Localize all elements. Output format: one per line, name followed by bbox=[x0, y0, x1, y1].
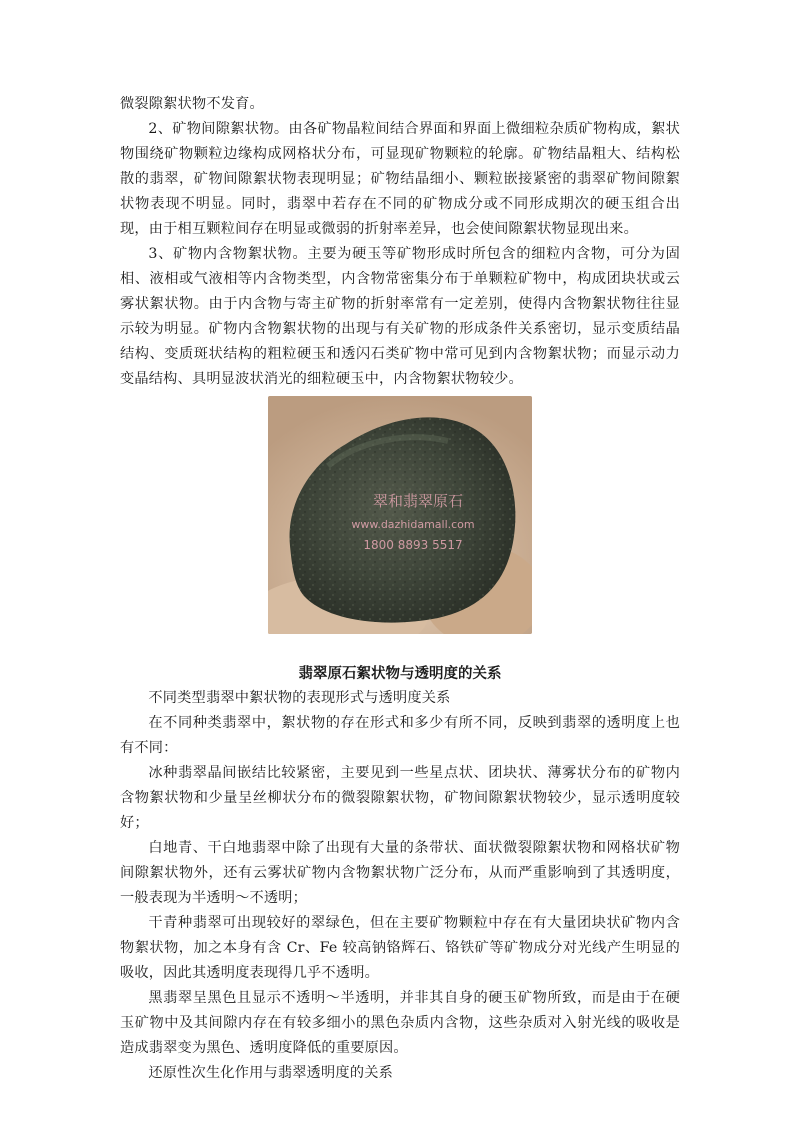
section-heading: 不同类型翡翠中絮状物的表现形式与透明度关系 bbox=[148, 690, 451, 706]
figure-caption: 翡翠原石絮状物与透明度的关系 bbox=[298, 666, 502, 682]
jade-boulder-image bbox=[268, 396, 532, 634]
paragraph-inclusion-flocs: 3、矿物内含物絮状物。主要为硬玉等矿物形成时所包含的细粒内含物，可分为固相、液相或气液相等内含物类型，内含物常密集分布于单颗粒矿物中，构成团块状或云雾状絮状物。由于内含物与寄主矿物的折射率常有一定差别，使得内含物絮状物往往显示较为明显。矿物内含物絮状物的出现与有关矿物的形成条件关系密切，显示变质结晶结构、变质斑状结构的粗粒硬玉和透闪石类矿物中常可见到内含物絮状物；而显示动力变晶结构、具明显波状消光的细粒硬玉中，内含物絮状物较少。 bbox=[120, 246, 680, 387]
paragraph-continuation: 微裂隙絮状物不发育。 bbox=[120, 96, 264, 112]
body-text-bottom bbox=[120, 686, 680, 1086]
paragraph-dry-green: 干青种翡翠可出现较好的翠绿色，但在主要矿物颗粒中存在有大量团块状矿物内含物絮状物，加之本身有含 Cr、Fe 较高钠铬辉石、铬铁矿等矿物成分对光线产生明显的吸收，因此其透明度表现得几乎不透明。 bbox=[120, 915, 680, 981]
section-heading-reduction: 还原性次生化作用与翡翠透明度的关系 bbox=[148, 1065, 393, 1081]
paragraph-white-ground: 白地青、干白地翡翠中除了出现有大量的条带状、面状微裂隙絮状物和网格状矿物间隙絮状物外，还有云雾状矿物内含物絮状物广泛分布，从而严重影响到了其透明度，一般表现为半透明～不透明； bbox=[120, 840, 680, 906]
jade-rough-photo bbox=[268, 396, 532, 634]
paragraph-ice-jade: 冰种翡翠晶间嵌结比较紧密，主要见到一些星点状、团块状、薄雾状分布的矿物内含物絮状物和少量呈丝柳状分布的微裂隙絮状物，矿物间隙絮状物较少，显示透明度较好； bbox=[120, 765, 680, 831]
svg-text:翠和翡翠原石: 翠和翡翠原石 bbox=[372, 492, 464, 510]
paragraph-intro: 在不同种类翡翠中，絮状物的存在形式和多少有所不同，反映到翡翠的透明度上也有不同： bbox=[120, 715, 680, 756]
paragraph-intergranular-flocs: 2、矿物间隙絮状物。由各矿物晶粒间结合界面和界面上微细粒杂质矿物构成，絮状物围绕矿物颗粒边缘构成网格状分布，可显现矿物颗粒的轮廓。矿物结晶粗大、结构松散的翡翠，矿物间隙絮状物表现明显；矿物结晶细小、颗粒嵌接紧密的翡翠矿物间隙絮状物表现不明显。同时，翡翠中若存在不同的矿物成分或不同形成期次的硬玉组合出现，由于相互颗粒间存在明显或微弱的折射率差异，也会使间隙絮状物显现出来。 bbox=[120, 121, 680, 237]
svg-text:1800 8893 5517: 1800 8893 5517 bbox=[363, 538, 463, 552]
body-text-top bbox=[120, 92, 680, 392]
paragraph-black-jade: 黑翡翠呈黑色且显示不透明～半透明，并非其自身的硬玉矿物所致，而是由于在硬玉矿物中及其间隙内存在有较多细小的黑色杂质内含物，这些杂质对入射光线的吸收是造成翡翠变为黑色、透明度降低的重要原因。 bbox=[120, 990, 680, 1056]
svg-text:www.dazhidamall.com: www.dazhidamall.com bbox=[351, 518, 475, 531]
